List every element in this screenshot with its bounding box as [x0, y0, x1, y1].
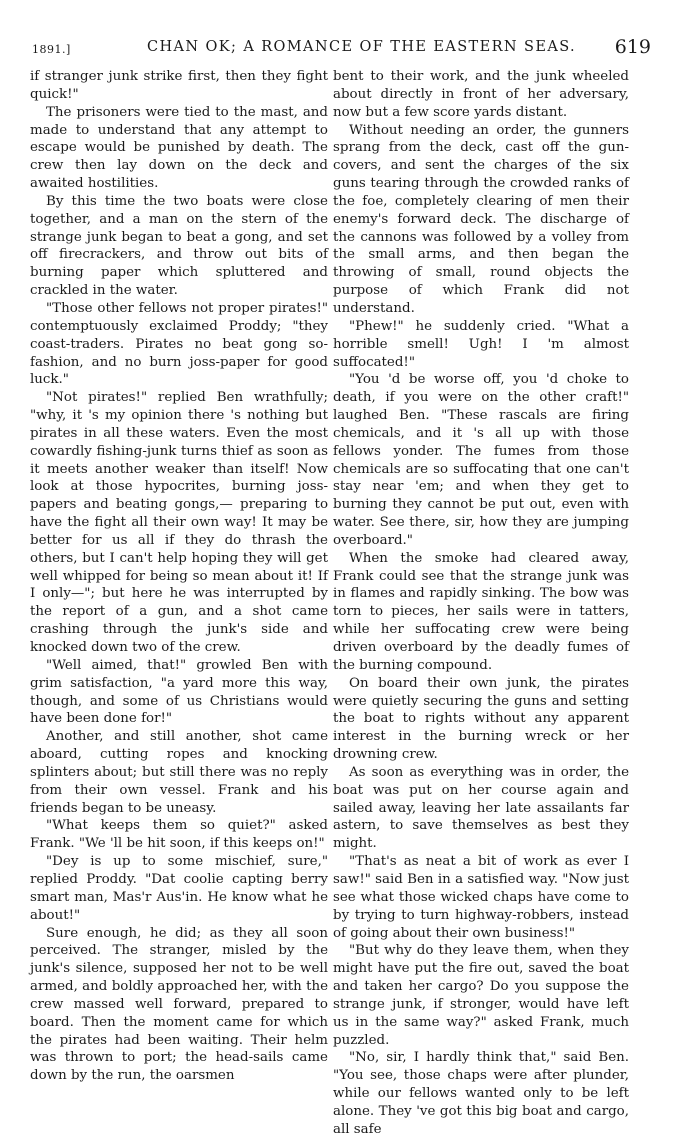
paragraph: "Those other fellows not proper pirates!" contemptuously exclaimed Proddy; "they coast-traders. Pirates no beat gong so-fashion, and no burn joss-paper for good luck.": [30, 300, 328, 388]
header-year: 1891.]: [32, 43, 71, 56]
paragraph: Sure enough, he did; as they all soon perceived. The stranger, misled by the junk's silence, supposed her not to be well armed, and boldly approached her, with the crew massed well forward, prepared to board. Then the moment came for which the pirates had been waiting. Their helm was thrown to port; the head-sails came down by the run, the oarsmen: [30, 925, 328, 1084]
paragraph: "That's as neat a bit of work as ever I saw!" said Ben in a satisfied way. "Now just see what those wicked chaps have come to by trying to turn highway-robbers, instead of going about their own business!": [333, 854, 629, 941]
paragraph: "Not pirates!" replied Ben wrathfully; "why, it 's my opinion there 's nothing but pirates in all these waters. Even the most cowardly fishing-junk turns thief as soon as it meets another weaker than itself! Now look at those hypocrites, burning joss-papers and beating gongs,— preparing to have the fight all their own way! It may be better for us all if they do thrash the others, but I can't help hoping they will get well whipped for being so mean about it! If I only—"; but here he was interrupted by the report of a gun, and a shot came crashing through the junk's side and knocked down two of the crew.: [30, 390, 328, 655]
paragraph: Without needing an order, the gunners sprang from the deck, cast off the gun-covers, and sent the charges of the six guns tearing through the crowded ranks of the foe, completely clearing of men their enemy's forward deck. The discharge of the cannons was followed by a volley from the small arms, and then began the throwing of small, round objects the purpose of which Frank did not understand.: [333, 122, 629, 316]
paragraph: When the smoke had cleared away, Frank could see that the strange junk was in flames and rapidly sinking. The bow was torn to pieces, her sails were in tatters, while her suffocating crew were being driven overboard by the deadly fumes of the burning compound.: [333, 550, 629, 673]
paragraph: if stranger junk strike first, then they fight quick!": [30, 69, 328, 102]
running-header: [32, 36, 657, 60]
paragraph: "No, sir, I hardly think that," said Ben. "You see, those chaps were after plunder, while our fellows wanted only to be left alone. They 've got this big boat and cargo, all safe: [333, 1050, 629, 1137]
paragraph: "Dey is up to some mischief, sure," replied Proddy. "Dat coolie capting berry smart man, Mas'r Aus'in. He know what he about!": [30, 854, 328, 923]
paragraph: "Well aimed, that!" growled Ben with grim satisfaction, "a yard more this way, though, and some of us Christians would have been done for!": [30, 657, 328, 727]
header-title: CHAN OK; A ROMANCE OF THE EASTERN SEAS.: [147, 39, 577, 55]
left-column: [30, 68, 328, 1085]
paragraph: "You 'd be worse off, you 'd choke to death, if you were on the other craft!" laughed Ben. "These rascals are firing chemicals, and it 's all up with those fellows yonder. The fumes from those chemicals are so suffocating that one can't stay near 'em; and when they get to burning they cannot be put out, even with water. See there, sir, how they are jumping overboard.": [333, 372, 629, 548]
paragraph: "What keeps them so quiet?" asked Frank. "We 'll be hit soon, if this keeps on!": [30, 818, 328, 852]
paragraph: "But why do they leave them, when they might have put the fire out, saved the boat and taken her cargo? Do you suppose the strange junk, if stronger, would have left us in the same way?" asked Frank, much puzzled.: [333, 943, 629, 1048]
paragraph: By this time the two boats were close together, and a man on the stern of the strange junk began to beat a gong, and set off firecrackers, and throw out bits of burning paper which spluttered and crackled in the water.: [30, 193, 328, 299]
paragraph: Another, and still another, shot came aboard, cutting ropes and knocking splinters about; but still there was no reply from their own vessel. Frank and his friends began to be uneasy.: [30, 729, 328, 816]
paragraph: "Phew!" he suddenly cried. "What a horrible smell! Ugh! I 'm almost suffocated!": [333, 318, 629, 370]
paragraph: As soon as everything was in order, the boat was put on her course again and sailed away, leaving her late assailants far astern, to save themselves as best they might.: [333, 764, 629, 852]
paragraph: The prisoners were tied to the mast, and made to understand that any attempt to escape would be punished by death. The crew then lay down on the deck and awaited hostilities.: [30, 104, 328, 192]
right-column: [333, 68, 629, 1139]
paragraph: On board their own junk, the pirates were quietly securing the guns and setting the boat to rights without any apparent interest in the burning wreck or her drowning crew.: [333, 675, 629, 763]
paragraph: bent to their work, and the junk wheeled about directly in front of her adversary, now but a few score yards distant.: [333, 69, 629, 120]
page-number: 619: [614, 36, 651, 58]
